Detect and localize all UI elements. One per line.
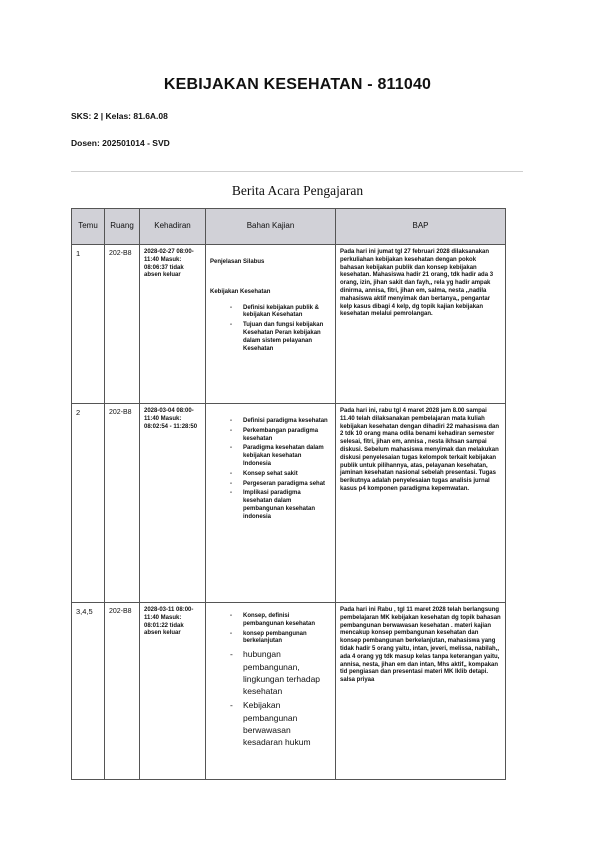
header-kehadiran: Kehadiran <box>140 209 206 245</box>
bahan-heading: Kebijakan Kesehatan <box>210 288 271 295</box>
bahan-list <box>210 418 331 522</box>
teaching-record-table <box>71 208 506 780</box>
list-item: - Paradigma kesehatan dalam kebijakan kesehatan Indonesia <box>210 445 331 468</box>
bap-cell: Pada hari ini jumat tgl 27 februari 2028 dilaksanakan perkuliahan kebijakan kesehatan dengan pokok bahasan kebijakan publik dan konsep kebijakan kesehatan. Mahasiswa hadir 21 orang, tdk hadir ada 3 orang, izin, jihan sakit dan fayh,, rela yg hadir ampak dinirma, annisa, fitri, jihan em, salma, nesta ,,nadila mahasiswa aktif menyimak dan bertanya,, pengantar kelp kasus dibagi 4 kelp, dg topik kajian kebijakan kesehatan melalui pemrolangan. <box>336 245 506 404</box>
header-bahan-kajian: Bahan Kajian <box>206 209 336 245</box>
list-item: - Implikasi paradigma kesehatan dalam pembangunan kesehatan indonesia <box>210 490 331 521</box>
bap-cell: Pada hari ini, rabu tgl 4 maret 2028 jam 8.00 sampai 11.40 telah dilaksanakan pembelajaran mata kuliah kebijakan kesehatan dengan dihadiri 22 mahasiswa dan 2 tdk 10 orang mana odila benami kehadiran semester selesai, fitri, jihan em, annisa , nesta ikhsan sampai diskusi. Sebelum mahasiswa menyimak dan melakukan diskusi penyelesaian tugas kelompok terkait kebijakan publik untuk pilihannya, atas, pelayanan kesehatan, jaminan kesehatan nasional sebelah presentasi. Tugas berikutnya adalah penyelesaian tugas analisis jurnal kasus p4 komponen paradigma kepemwatan. <box>336 404 506 603</box>
list-item: - Pergeseran paradigma sehat <box>210 481 331 489</box>
ruang-cell: 202-B8 <box>105 404 140 603</box>
ruang-cell: 202-B8 <box>105 245 140 404</box>
divider <box>71 171 523 172</box>
table-row <box>72 404 506 603</box>
list-item: - Perkembangan paradigma kesehatan <box>210 428 331 444</box>
sks-class-line: SKS: 2 | Kelas: 81.6A.08 <box>71 111 168 121</box>
list-item: - hubungan pembangunan, lingkungan terhadap kesehatan <box>210 648 331 697</box>
page-title: KEBIJAKAN KESEHATAN - 811040 <box>163 76 432 93</box>
header-temu: Temu <box>72 209 105 245</box>
table-row <box>72 245 506 404</box>
kehadiran-cell: 2028-03-11 08:00-11:40 Masuk: 08:01:22 tidak absen keluar <box>140 603 206 780</box>
header-bap: BAP <box>336 209 506 245</box>
list-item: - Definisi kebijakan publik & kebijakan Kesehatan <box>210 305 331 321</box>
kehadiran-cell: 2028-02-27 08:00-11:40 Masuk: 08:06:37 tidak absen keluar <box>140 245 206 404</box>
ruang-cell: 202-B8 <box>105 603 140 780</box>
list-item: - Konsep sehat sakit <box>210 471 331 479</box>
list-item: - Konsep, definisi pembangunan kesehatan <box>210 613 331 629</box>
section-title: Berita Acara Pengajaran <box>231 183 364 198</box>
list-item: - Definisi paradigma kesehatan <box>210 418 331 426</box>
temu-cell: 3,4,5 <box>72 603 105 780</box>
bahan-list <box>210 613 331 749</box>
lecturer-line: Dosen: 202501014 - SVD <box>71 138 170 148</box>
list-item: - Kebijakan pembangunan berwawasan kesadaran hukum <box>210 699 331 748</box>
temu-cell: 1 <box>72 245 105 404</box>
list-item: - Tujuan dan fungsi kebijakan Kesehatan Peran kebijakan dalam sistem pelayanan Kesehatan <box>210 322 331 353</box>
list-item: - konsep pembangunan berkelanjutan <box>210 631 331 647</box>
kehadiran-cell: 2028-03-04 08:00-11:40 Masuk: 08:02:54 - 11:28:50 <box>140 404 206 603</box>
table-header-row <box>72 209 506 245</box>
temu-cell: 2 <box>72 404 105 603</box>
bahan-kajian-cell <box>206 603 336 780</box>
header-ruang: Ruang <box>105 209 140 245</box>
bahan-list <box>210 305 331 354</box>
bahan-intro: Penjelasan Silabus <box>210 259 265 265</box>
bap-cell: Pada hari ini Rabu , tgl 11 maret 2028 telah berlangsung pembelajaran MK kebijakan kesehatan dg topik bahasan pembangunan berwawasan kesehatan . materi kajian mencakup konsep pembangunan kesehatan dan konsep pembangunan berkelanjutan, mahasiswa yang tidak hadir 5 orang yaitu, intan, jeveri, melissa, nabilah,, ada 4 orang yg tdk masup kelas tanpa keterangan yaitu, annisa, nesta, jihan em dan intan, Mhs aktif,, kompakan tid pengiasan dan presentasi materi MK Iklib detapi. salsa priyaa <box>336 603 506 780</box>
table-row <box>72 603 506 780</box>
bahan-kajian-cell <box>206 245 336 404</box>
bahan-kajian-cell <box>206 404 336 603</box>
